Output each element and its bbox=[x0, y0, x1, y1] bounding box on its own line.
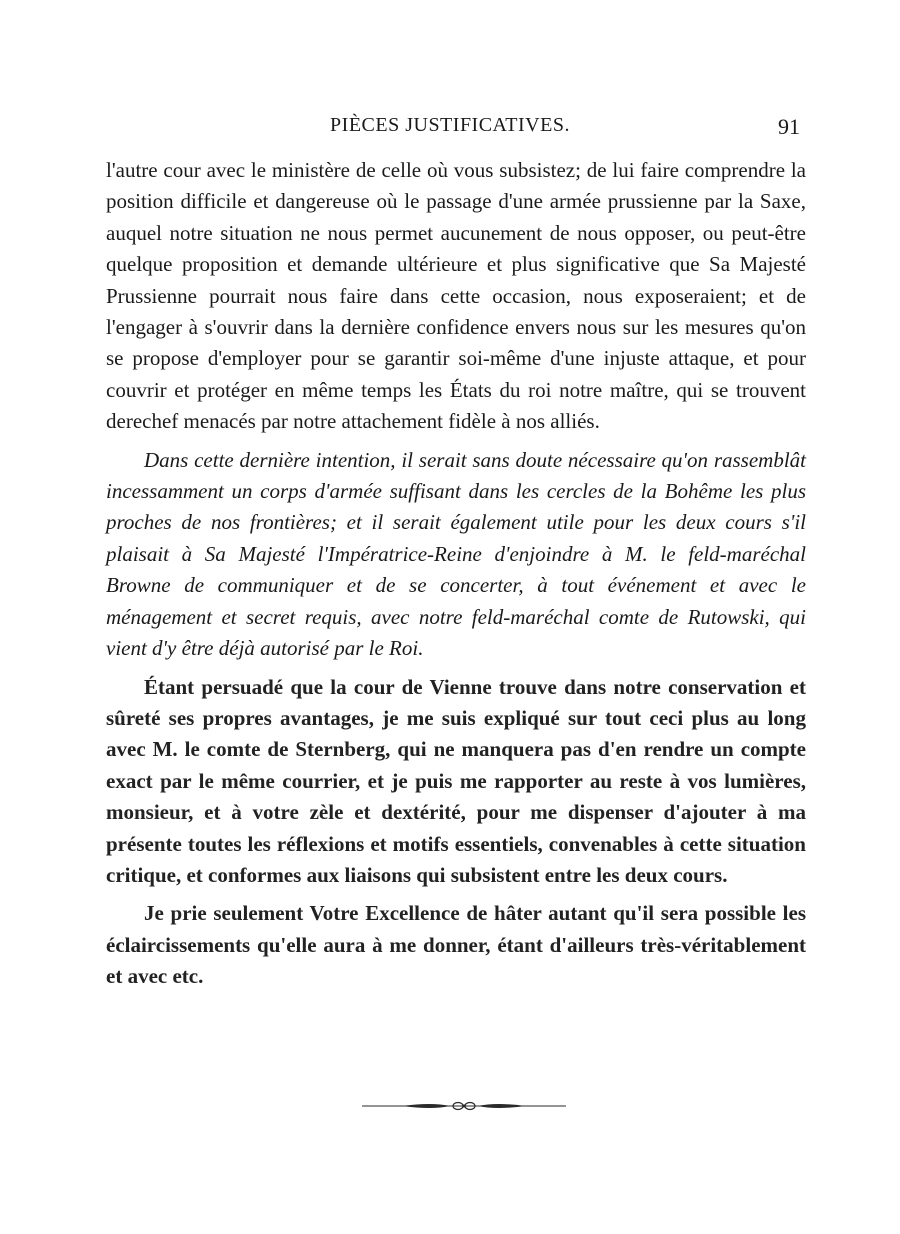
running-head bbox=[0, 110, 900, 140]
paragraph-closing: Je prie seulement Votre Excellence de hâter autant qu'il sera possible les éclaircissements qu'elle aura à me donner, étant d'ailleurs très-véritablement et avec etc. bbox=[106, 901, 806, 989]
running-title: PIÈCES JUSTIFICATIVES. bbox=[330, 114, 570, 136]
tailpiece-ornament-icon bbox=[362, 1098, 566, 1114]
paragraph-continuation: l'autre cour avec le ministère de celle où vous subsistez; de lui faire comprendre la position difficile et dangereuse où le passage d'une armée prussienne par la Saxe, auquel notre situation ne nous permet aucunement de nous opposer, ou peut-être quelque proposition et demande ultérieure et plus significative que Sa Majesté Prussienne pourrait nous faire dans cette occasion, nous exposeraient; et de l'engager à s'ouvrir dans la dernière confidence envers nous sur les mesures qu'on se propose d'employer pour se garantir soi-même d'une injuste attaque, et pour couvrir et protéger en même temps les États du roi notre maître, qui se trouvent derechef menacés par notre attachement fidèle à nos alliés. bbox=[106, 158, 806, 434]
page-number: 91 bbox=[778, 114, 800, 139]
paragraph-italic: Dans cette dernière intention, il serait sans doute nécessaire qu'on rassemblât incessamment un corps d'armée suffisant dans les cercles de la Bohême les plus proches de nos frontières; et il serait également utile pour les deux cours s'il plaisait à Sa Majesté l'Impératrice-Reine d'enjoindre à M. le feld-maréchal Browne de communiquer et de se concerter, à tout événement et avec le ménagement et secret requis, avec notre feld-maréchal comte de Rutowski, qui vient d'y être déjà autorisé par le Roi. bbox=[106, 447, 806, 661]
body-text bbox=[106, 155, 806, 993]
paragraph-conservation: Étant persuadé que la cour de Vienne trouve dans notre conservation et sûreté ses propres avantages, je me suis expliqué sur tout ceci plus au long avec M. le comte de Sternberg, qui ne manquera pas d'en rendre un compte exact par le même courrier, et je puis me rapporter au reste à vos lumières, monsieur, et à votre zèle et dextérité, pour me dispenser d'ajouter à ma présente toutes les réflexions et motifs essentiels, convenables à cette situation critique, et conformes aux liaisons qui subsistent entre les deux cours. bbox=[106, 674, 806, 887]
